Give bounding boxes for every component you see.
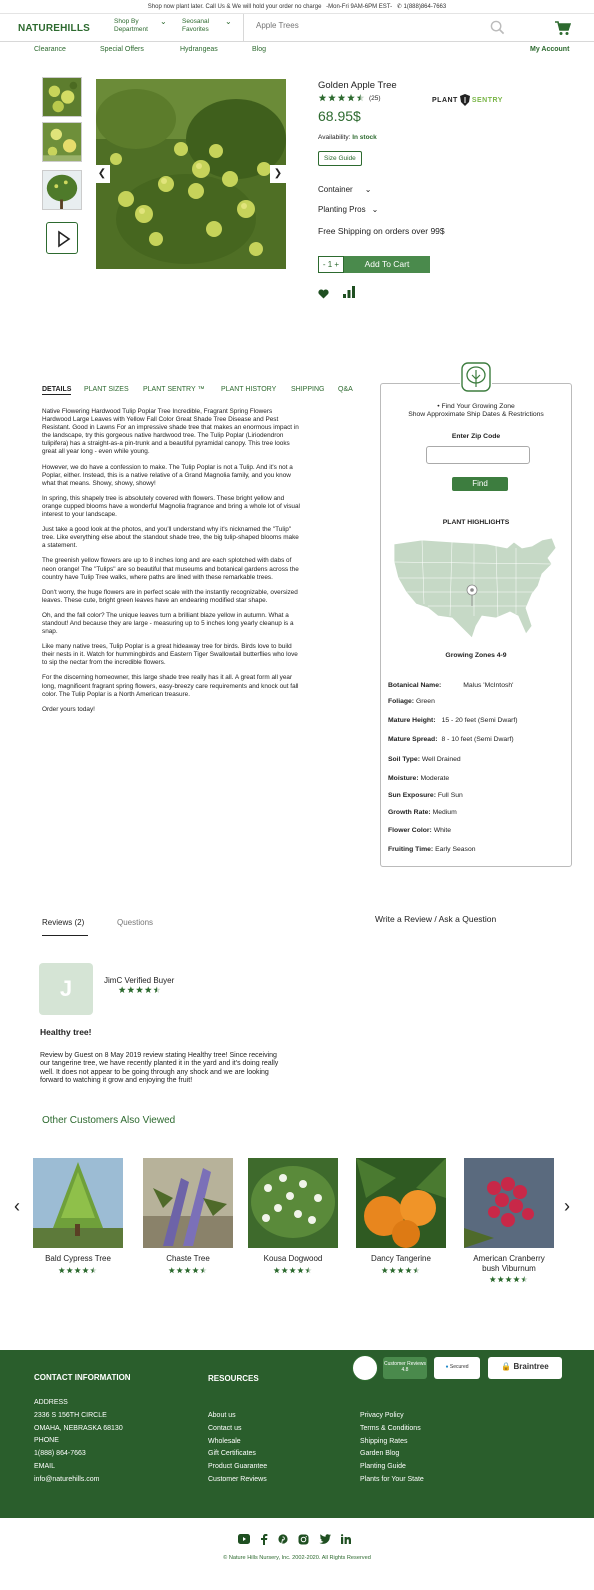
spec-sun: Sun Exposure: Full Sun — [388, 792, 463, 799]
spec-moisture: Moisture: Moderate — [388, 775, 450, 782]
facebook-icon[interactable] — [260, 1534, 268, 1545]
play-video-button[interactable] — [46, 222, 78, 254]
review-count: (25) — [369, 94, 381, 102]
youtube-icon[interactable] — [238, 1534, 250, 1544]
chevron-down-icon: ⌄ — [364, 185, 372, 194]
footer-link-reviews[interactable]: Customer Reviews — [208, 1475, 267, 1483]
find-zone-button[interactable]: Find — [452, 477, 508, 491]
tab-reviews[interactable]: Reviews (2) — [42, 918, 88, 936]
stock-status: In stock — [352, 134, 377, 141]
shop-by-department-dropdown[interactable]: Shop By Department — [114, 18, 148, 33]
chevron-right-icon: ❯ — [273, 168, 283, 179]
chevron-down-icon: ⌄ — [160, 17, 167, 26]
star-icon — [405, 1267, 411, 1273]
star-rating-icon — [168, 1267, 208, 1274]
carousel-next-button[interactable] — [564, 1196, 570, 1217]
star-icon — [328, 94, 336, 101]
lock-icon: ● — [445, 1364, 449, 1370]
footer-link-shipping[interactable]: Shipping Rates — [360, 1437, 408, 1445]
footer-link-contact[interactable]: Contact us — [208, 1424, 242, 1432]
star-icon — [169, 1267, 175, 1273]
rating-stars[interactable] — [318, 94, 381, 102]
tab-plant-sentry[interactable]: PLANT SENTRY ™ — [143, 386, 205, 393]
star-icon — [145, 986, 152, 993]
resources-links — [208, 1410, 267, 1487]
star-icon — [297, 1267, 303, 1273]
footer-link-state[interactable]: Plants for Your State — [360, 1475, 424, 1483]
availability: Availability: In stock — [318, 134, 377, 141]
star-icon — [390, 1267, 396, 1273]
chevron-down-icon: ⌄ — [225, 17, 232, 26]
footer-link-wholesale[interactable]: Wholesale — [208, 1437, 241, 1445]
product-card[interactable]: Bald Cypress Tree — [33, 1158, 123, 1274]
star-rating-icon — [489, 1276, 529, 1283]
container-dropdown[interactable]: Container ⌄ — [318, 185, 372, 194]
also-viewed-heading: Other Customers Also Viewed — [42, 1115, 176, 1126]
star-icon — [347, 94, 355, 101]
growing-zones: Growing Zones 4-9 — [445, 652, 507, 659]
prev-image-button[interactable] — [94, 165, 110, 183]
secured-badge[interactable]: ● Secured — [434, 1357, 480, 1379]
tab-plant-history[interactable]: PLANT HISTORY — [221, 386, 277, 393]
product-thumbnail[interactable] — [42, 77, 82, 117]
compare-bars-icon[interactable] — [343, 286, 355, 298]
avatar: J — [39, 963, 93, 1015]
star-icon — [521, 1276, 527, 1282]
product-description: Native Flowering Hardwood Tulip Poplar Tree Incredible, Fragrant Spring Flowers Hardwood Large Leaves with Yellow Fall Color Great Shade Tree Disease and Pest Resistant. Good in Lawns For an impressive shade tree that makes an enormous impact in the landscape, try this gorgeous native hardwood tree. The Tulip Poplar (Liriodendron tulipifera) has a straight-as-a pin-trunk and a beautiful pyramidal canopy. This tree looks great all year long - even while young. However, we do have a confession to make. The Tulip Poplar is not a Tulip. And it's not a Poplar, either. Instead, this is a native relative of a Grand Magnolia family, and you know what that means. Showy, showy, showy! In spring, this shapely tree is absolutely covered with flowers. These bright yellow and orange cupped blooms have a wonderful Magnolia fragrance and bring a whole lot of visual interest to your landscape. Just take a good look at the photos, and you'll understand why it's nicknamed the "Tulip" tree. Like everything else about the standout shade tree, the big tulip-shaped blooms make a statement. The greenish yellow flowers are up to 8 inches long and are each splotched with dabs of neon orange! The "Tulips" are so beautiful that museums and botanical gardens across the country have Tulip Tree walks, where paths are lined with these remarkable trees. Don't worry, the huge flowers are in perfect scale with the instantly recognizable, oversized leaves. These cute, bright green leaves have an endearing modified star shape. Oh, and the fall color? The unique leaves turn a brilliant blaze yellow in autumn. What a standout! And because they are large - measuring up to 5 inches long yearly cleanup is a snap. Like many native trees, Tulip Poplar is a great hideaway tree for birds. Birds love to build their nests in it. Watch for hummingbirds and Eastern Tiger Swallowtail butterflies who love to sip the nectar from the incredible flowers. For the discerning homeowner, this large shade tree really has it all. A great form all year long, magnificent fragrant spring flowers, easy-breezy care requirements and knock out fall color. The Tulip Poplar is a North American treasure. Order yours today! — [42, 408, 300, 713]
star-icon — [177, 1267, 183, 1273]
add-to-cart-button[interactable]: Add To Cart — [344, 256, 430, 273]
reviewer-name: JimC Verified Buyer — [104, 976, 175, 985]
star-rating-icon — [58, 1267, 98, 1274]
chevron-right-icon: › — [564, 1196, 570, 1216]
footer-link-blog[interactable]: Garden Blog — [360, 1450, 400, 1458]
tab-shipping[interactable]: SHIPPING — [291, 386, 325, 393]
chaste-tree-photo — [143, 1158, 233, 1248]
heart-icon[interactable] — [318, 289, 329, 299]
star-icon — [59, 1267, 65, 1273]
product-title: Golden Apple Tree — [318, 80, 397, 91]
spec-botanical: Botanical Name: Malus 'McIntosh' — [388, 682, 514, 689]
cranberry-viburnum-photo — [464, 1158, 554, 1248]
product-price: 68.95$ — [318, 108, 361, 124]
contact-heading: CONTACT INFORMATION — [34, 1373, 131, 1382]
logo[interactable]: NATUREHILLS — [18, 23, 91, 34]
certification-seal-icon — [352, 1355, 378, 1381]
carousel-prev-button[interactable] — [14, 1196, 20, 1217]
nav-blog[interactable]: Blog — [252, 46, 267, 53]
nav-clearance[interactable]: Clearance — [34, 46, 66, 53]
tab-plant-sizes[interactable]: PLANT SIZES — [84, 386, 129, 393]
footer-link-guarantee[interactable]: Product Guarantee — [208, 1463, 268, 1471]
contact-info: ADDRESS 2336 S 156TH CIRCLE OMAHA, NEBRASKA 68130 PHONE 1(888) 864-7663 EMAIL info@naturehills.com — [34, 1397, 123, 1487]
apple-photo — [43, 78, 81, 116]
star-icon — [184, 1267, 190, 1273]
cart-icon[interactable] — [555, 21, 571, 36]
star-icon — [513, 1276, 519, 1282]
customer-reviews-badge[interactable]: Customer Reviews 4.8 — [383, 1357, 427, 1379]
write-review-link[interactable]: Write a Review / Ask a Question — [375, 914, 497, 924]
star-icon — [282, 1267, 288, 1273]
search-icon[interactable] — [490, 20, 505, 35]
header — [0, 14, 594, 42]
spec-height: Mature Height: 15 - 20 feet (Semi Dwarf) — [388, 717, 518, 724]
zone-line-2: Show Approximate Ship Dates & Restrictions — [408, 411, 544, 418]
pinterest-icon[interactable] — [278, 1534, 288, 1545]
phone-icon: ✆ — [396, 4, 402, 10]
size-guide-button[interactable]: Size Guide — [318, 151, 362, 166]
star-icon — [127, 986, 134, 993]
us-zone-map — [392, 534, 560, 644]
dancy-tangerine-photo — [356, 1158, 446, 1248]
braintree-badge[interactable]: 🔒 Braintree — [488, 1357, 562, 1379]
zone-line-1: • Find Your Growing Zone — [437, 403, 515, 410]
product-card[interactable]: Chaste Tree — [143, 1158, 233, 1274]
star-icon — [382, 1267, 388, 1273]
star-icon — [200, 1267, 206, 1273]
star-icon — [498, 1276, 504, 1282]
product-main-image — [96, 79, 286, 269]
star-icon — [413, 1267, 419, 1273]
spec-spread: Mature Spread: 8 - 10 feet (Semi Dwarf) — [388, 736, 514, 743]
star-icon — [82, 1267, 88, 1273]
star-icon — [505, 1276, 511, 1282]
footer-email[interactable]: info@naturehills.com — [34, 1475, 100, 1483]
shipping-note: Free Shipping on orders over 99$ — [318, 226, 445, 236]
zip-code-input[interactable] — [426, 446, 530, 464]
review-title: Healthy tree! — [40, 1027, 92, 1037]
nav-hydrangeas[interactable]: Hydrangeas — [180, 46, 218, 53]
spec-fruiting: Fruiting Time: Early Season — [388, 846, 476, 853]
star-icon — [67, 1267, 73, 1273]
star-icon — [319, 94, 327, 101]
promo-text: Shop now plant later. Call Us & We will hold your order no charge — [147, 4, 322, 10]
kousa-dogwood-photo — [248, 1158, 338, 1248]
star-icon — [274, 1267, 280, 1273]
star-rating-icon — [381, 1267, 421, 1274]
product-thumbnail[interactable] — [42, 122, 82, 162]
star-icon — [490, 1276, 496, 1282]
plant-highlights-heading: PLANT HIGHLIGHTS — [442, 519, 510, 526]
chevron-left-icon: ❮ — [97, 168, 107, 179]
lock-icon: 🔒 — [501, 1362, 512, 1371]
star-icon — [289, 1267, 295, 1273]
review-body: Review by Guest on 8 May 2019 review stating Healthy tree! Since receiving our tangerine tree, we have recently planted it in the yard and it's doing really well. It does not appear to be going through any shock and we are looking forward to watching it grow and enjoying the fruit! — [40, 1052, 279, 1085]
product-card[interactable]: American Cranberry bush Viburnum — [464, 1158, 554, 1283]
product-thumbnail[interactable] — [42, 170, 82, 210]
star-icon — [136, 986, 143, 993]
spec-soil: Soil Type: Well Drained — [388, 756, 461, 763]
promo-phone[interactable]: 1(888)864-7663 — [403, 4, 447, 10]
star-icon — [90, 1267, 96, 1273]
tree-photo — [43, 171, 81, 209]
play-icon — [47, 223, 79, 255]
linkedin-icon[interactable] — [341, 1534, 351, 1544]
tree-zone-icon — [460, 362, 492, 392]
star-icon — [397, 1267, 403, 1273]
plantsentry-logo[interactable]: PLANT SENTRY — [432, 94, 503, 106]
footer-link-planting[interactable]: Planting Guide — [360, 1463, 406, 1471]
seasonal-favorites-dropdown[interactable]: Seosanal Favorites — [182, 18, 210, 33]
resources-heading: RESOURCES — [208, 1374, 259, 1383]
golden-apple-photo — [96, 79, 286, 269]
star-icon — [192, 1267, 198, 1273]
star-rating-icon — [318, 94, 366, 102]
star-icon — [357, 94, 365, 101]
product-card[interactable]: Kousa Dogwood — [248, 1158, 338, 1274]
planting-pros-dropdown[interactable]: Planting Pros ⌄ — [318, 205, 379, 214]
chevron-down-icon: ⌄ — [371, 205, 379, 214]
copyright: © Nature Hills Nursery, Inc. 2002-2020. All Rights Reserved — [223, 1555, 371, 1561]
product-card[interactable]: Dancy Tangerine — [356, 1158, 446, 1274]
bald-cypress-photo — [33, 1158, 123, 1248]
apple-photo — [43, 123, 81, 161]
star-icon — [119, 986, 126, 993]
tab-details[interactable]: DETAILS — [42, 386, 72, 393]
nav-special-offers[interactable]: Special Offers — [100, 46, 144, 53]
instagram-icon[interactable] — [298, 1534, 309, 1545]
promo-hours: -Mon-Fri 9AM-6PM EST- — [326, 4, 393, 10]
nav-my-account[interactable]: My Account — [530, 46, 570, 53]
zip-label: Enter Zip Code — [451, 433, 501, 440]
twitter-icon[interactable] — [319, 1534, 331, 1544]
star-icon — [153, 986, 160, 993]
footer-link-about[interactable]: About us — [208, 1412, 236, 1419]
next-image-button[interactable] — [270, 165, 286, 183]
star-rating-icon — [273, 1267, 313, 1274]
social-links — [238, 1534, 351, 1545]
star-icon — [338, 94, 346, 101]
footer-link-privacy[interactable]: Privacy Policy — [360, 1412, 404, 1419]
tab-qa[interactable]: Q&A — [338, 386, 353, 393]
spec-growth: Growth Rate: Medium — [388, 809, 457, 816]
star-icon — [305, 1267, 311, 1273]
main-nav — [0, 42, 594, 58]
shield-icon — [460, 94, 470, 106]
quantity-stepper[interactable]: - 1 + — [318, 256, 344, 273]
promo-bar — [0, 0, 594, 14]
spec-foliage: Foliage: Green — [388, 698, 435, 705]
footer-link-gift[interactable]: Gift Certificates — [208, 1450, 256, 1458]
policy-links — [360, 1410, 424, 1487]
chevron-left-icon: ‹ — [14, 1196, 20, 1216]
footer-phone[interactable]: 1(888) 864-7663 — [34, 1450, 86, 1458]
footer-link-terms[interactable]: Terms & Conditions — [360, 1424, 421, 1432]
search-bar — [243, 14, 516, 42]
star-rating-icon — [118, 986, 162, 994]
search-input[interactable] — [256, 21, 476, 30]
spec-flower: Flower Color: White — [388, 827, 452, 834]
star-icon — [74, 1267, 80, 1273]
tab-questions[interactable]: Questions — [117, 918, 154, 927]
